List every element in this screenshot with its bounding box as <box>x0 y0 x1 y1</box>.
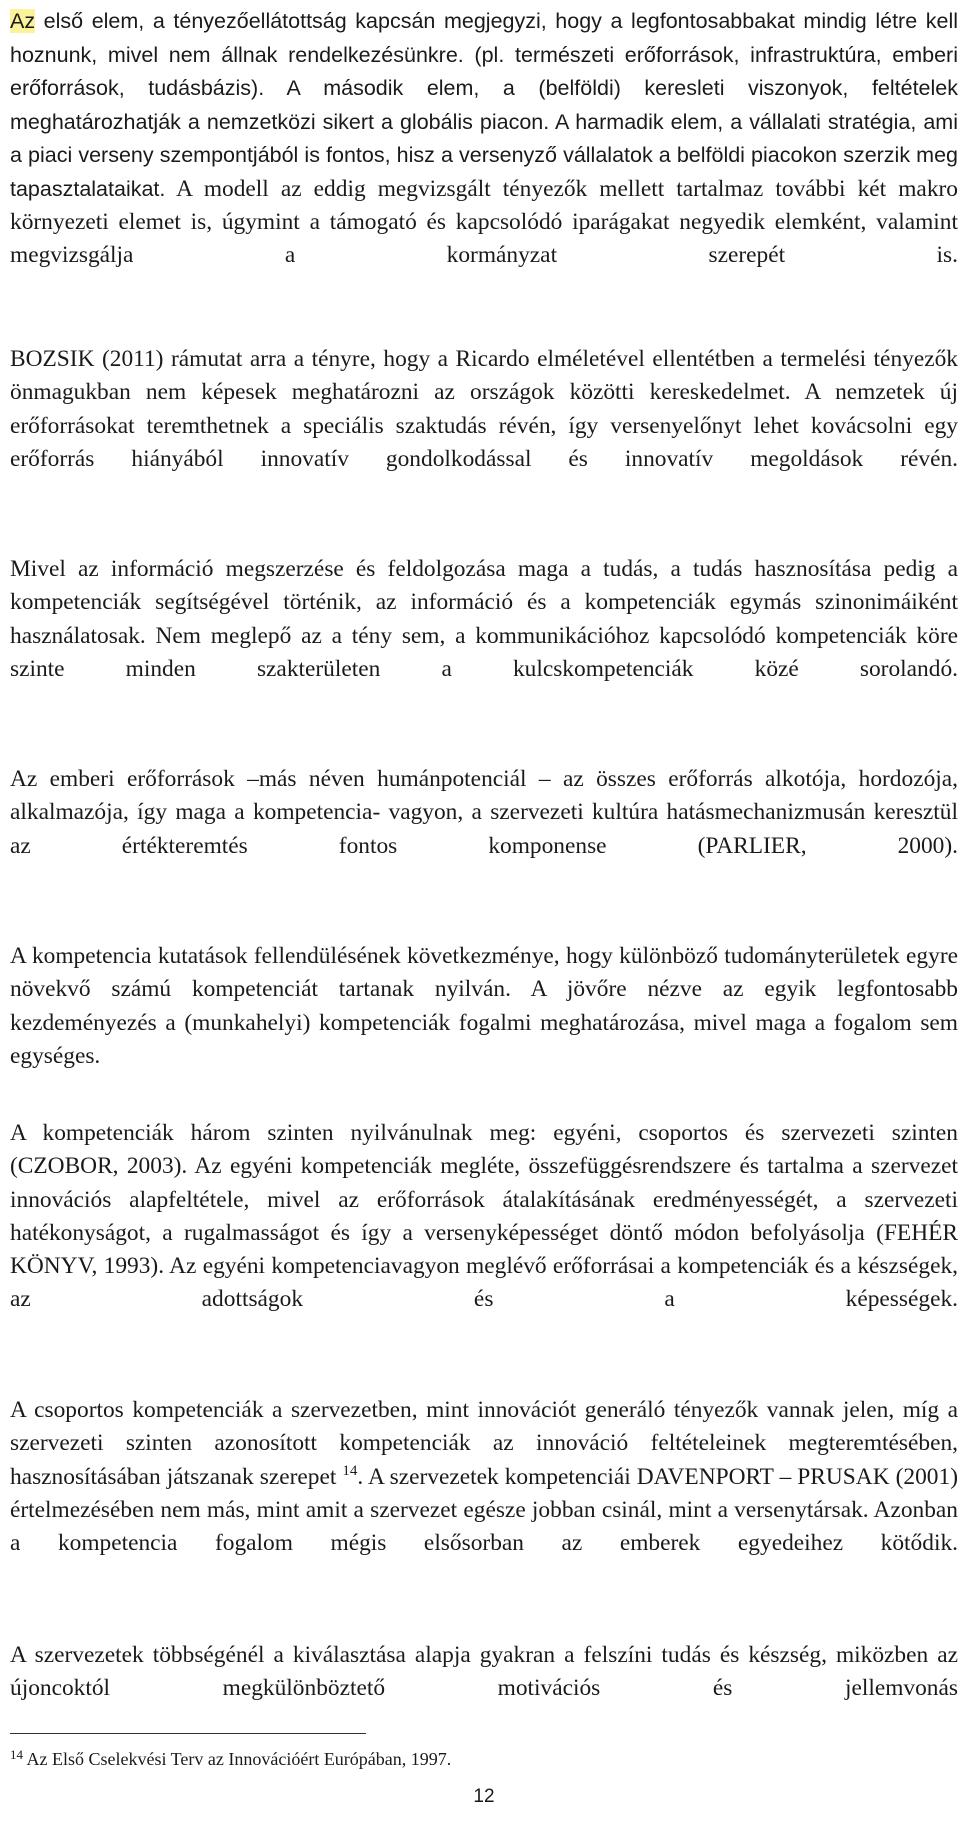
paragraph-5: A kompetencia kutatások fellendülésének következménye, hogy különböző tudományterületek egyre növekvő számú kompetenciát tartanak nyilván. A jövőre nézve az egyik legfontosabb kezdeményezés a (munkahelyi) kompetenciák fogalmi meghatározása, mivel maga a fogalom sem egységes. <box>10 943 958 1069</box>
paragraph-6: A kompetenciák három szinten nyilvánulnak meg: egyéni, csoportos és szervezeti szinten (CZOBOR, 2003). Az egyéni kompetenciák megléte, összefüggésrendszere és tartalma a szervezet innovációs alapfeltétele, mivel az erőforrások átalakításának eredményességét, a szervezeti hatékonyságot, a rugalmasságot és így a versenyképességet döntő módon befolyásolja (FEHÉR KÖNYV, 1993). Az egyéni kompetenciavagyon meglévő erőforrásai a kompetenciák és a készségek, az adottságok és a képességek. <box>10 1120 958 1313</box>
paragraph-7-text-after: . A szervezetek kompetenciái DAVENPORT – PRUSAK (2001) értelmezésében nem más, mint amit a szervezet egésze jobban csinál, mint a versenytársak. Azonban a kompetencia fogalom mégis elsősorban az emberek egyedeihez kötődik. <box>10 1463 958 1557</box>
paragraph-2: BOZSIK (2011) rámutat arra a tényre, hogy a Ricardo elméletével ellentétben a termelési tényezők önmagukban nem képesek meghatározni az országok közötti kereskedelmet. A nemzetek új erőforrásokat teremthetnek a speciális szaktudás révén, így versenyelőnyt lehet kovácsolni egy erőforrás hiányából innovatív gondolkodással és innovatív megoldások révén. <box>10 346 958 472</box>
document-page <box>10 0 958 1824</box>
paragraph-1-text: első elem, a tényezőellátottság kapcsán megjegyzi, hogy a legfontosabbakat mindig létre kell hoznunk, mivel nem állnak rendelkezésünkre. (pl. természeti erőforrások, infrastruktúra, emberi erőforrások, tudásbázis). A második elem, a (belföldi) keresleti viszonyok, feltételek meghatározhatják a nemzetközi sikert a globális piacon. A harmadik elem, a vállalati stratégia, ami a piaci verseny szempontjából is fontos, hisz a versenyző vállalatok a belföldi piacokon szerzik meg tapasztalataikat. <box>10 9 958 201</box>
footnote-divider <box>10 1733 366 1734</box>
footnote-reference[interactable]: 14 <box>342 1462 358 1479</box>
paragraph-1-serif-text: A modell az eddig megvizsgált tényezők mellett tartalmaz további két makro környezeti elemet is, úgymint a támogató és kapcsolódó iparágakat negyedik elemként, valamint megvizsgálja a kormányzat szerepét is. <box>10 175 958 269</box>
paragraph-4: Az emberi erőforrások –más néven humánpotenciál – az összes erőforrás alkotója, hordozója, alkalmazója, így maga a kompetencia- vagyon, a szervezeti kultúra hatásmechanizmusán keresztül az értékteremtés fontos komponense (PARLIER, 2000). <box>10 766 958 859</box>
footnote <box>10 1747 958 1771</box>
footnote-marker: 14 <box>10 1747 23 1762</box>
paragraph-7-text-before: A csoportos kompetenciák a szervezetben, mint innovációt generáló tényezők vannak jelen, míg a szervezeti szinten azonosított kompetenciák az innováció feltételeinek megteremtésében, hasznosításában játszanak szerepet <box>10 1397 958 1490</box>
paragraph-3: Mivel az információ megszerzése és feldolgozása maga a tudás, a tudás hasznosítása pedig a kompetenciák segítségével történik, az információ és a kompetenciák egymás szinonimáiként használatosak. Nem meglepő az a tény sem, a kommunikációhoz kapcsolódó kompetenciák köre szinte minden szakterületen a kulcskompetenciák közé sorolandó. <box>10 556 958 682</box>
paragraph-1 <box>10 5 958 299</box>
paragraph-7 <box>10 1394 958 1594</box>
footnote-text: Az Első Cselekvési Terv az Innovációért Európában, 1997. <box>23 1749 452 1769</box>
highlighted-text: Az <box>10 9 36 33</box>
paragraph-8: A szervezetek többségénél a kiválasztása alapja gyakran a felszíni tudás és készség, miközben az újoncoktól megkülönböztető motivációs és jellemvonás <box>10 1642 958 1702</box>
page-number: 12 <box>473 1786 495 1807</box>
